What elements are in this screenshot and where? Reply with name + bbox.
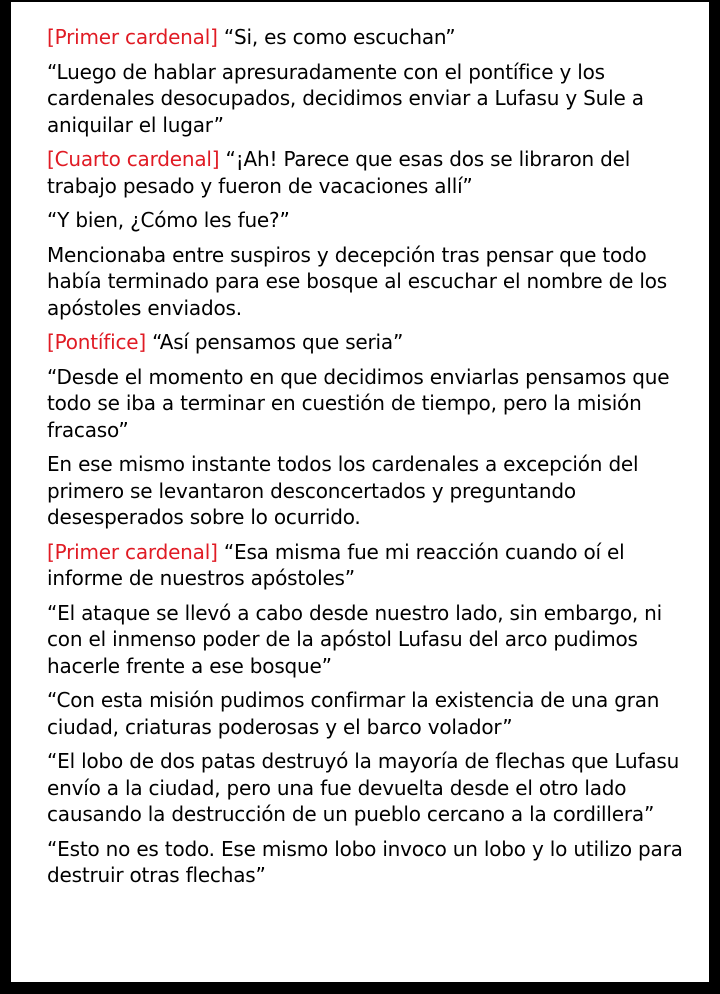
paragraph-3 xyxy=(47,146,695,199)
speaker-label: [Primer cardenal] xyxy=(47,539,218,564)
paragraph-text: “Esto no es todo. Ese mismo lobo invoco un lobo y lo utilizo para destruir otras flechas” xyxy=(47,836,683,887)
paragraph-2 xyxy=(47,59,695,139)
paragraph-9 xyxy=(47,539,695,592)
paragraph-text: Mencionaba entre suspiros y decepción tras pensar que todo había terminado para ese bosque al escuchar el nombre de los apóstoles enviados. xyxy=(47,242,668,320)
speaker-label: [Cuarto cardenal] xyxy=(47,147,220,171)
document-page xyxy=(11,2,709,982)
paragraph-7 xyxy=(47,364,695,444)
paragraph-text: “El ataque se llevó a cabo desde nuestro lado, sin embargo, ni con el inmenso poder de la apóstol Lufasu del arco pudimos hacerle frente a ese bosque” xyxy=(47,600,663,678)
paragraph-text: En ese mismo instante todos los cardenales a excepción del primero se levantaron desconcertados y preguntando desesperados sobre lo ocurrido. xyxy=(47,452,639,529)
paragraph-4 xyxy=(47,207,695,234)
paragraph-5 xyxy=(47,242,695,322)
paragraph-text: “¡Ah! Parece que esas dos se libraron del trabajo pesado y fueron de vacaciones allí” xyxy=(47,147,631,198)
paragraph-11 xyxy=(47,687,695,740)
paragraph-text: “Y bien, ¿Cómo les fue?” xyxy=(47,208,290,232)
paragraph-6 xyxy=(47,329,695,356)
paragraph-8 xyxy=(47,451,695,531)
speaker-label: [Primer cardenal] xyxy=(47,25,218,49)
paragraph-1 xyxy=(47,24,695,51)
paragraph-text: “Desde el momento en que decidimos enviarlas pensamos que todo se iba a terminar en cuestión de tiempo, pero la misión fracaso” xyxy=(47,364,670,442)
paragraph-13 xyxy=(47,836,695,889)
paragraph-text: “Si, es como escuchan” xyxy=(217,25,456,49)
paragraph-text: “El lobo de dos patas destruyó la mayoría de flechas que Lufasu envío a la ciudad, pero una fue devuelta desde el otro lado causando la destrucción de un pueblo cercano a la cordillera” xyxy=(47,749,680,826)
speaker-label: [Pontífice] xyxy=(47,330,146,354)
paragraph-text: “Con esta misión pudimos confirmar la existencia de una gran ciudad, criaturas poderosas y el barco volador” xyxy=(47,688,660,739)
paragraph-10 xyxy=(47,600,695,680)
paragraph-text: “Esa misma fue mi reacción cuando oí el informe de nuestros apóstoles” xyxy=(47,539,625,590)
paragraph-text: “Luego de hablar apresuradamente con el pontífice y los cardenales desocupados, decidimos enviar a Lufasu y Sule a aniquilar el lugar” xyxy=(47,59,644,137)
paragraph-12 xyxy=(47,748,695,828)
paragraph-text: “Así pensamos que seria” xyxy=(145,330,404,354)
